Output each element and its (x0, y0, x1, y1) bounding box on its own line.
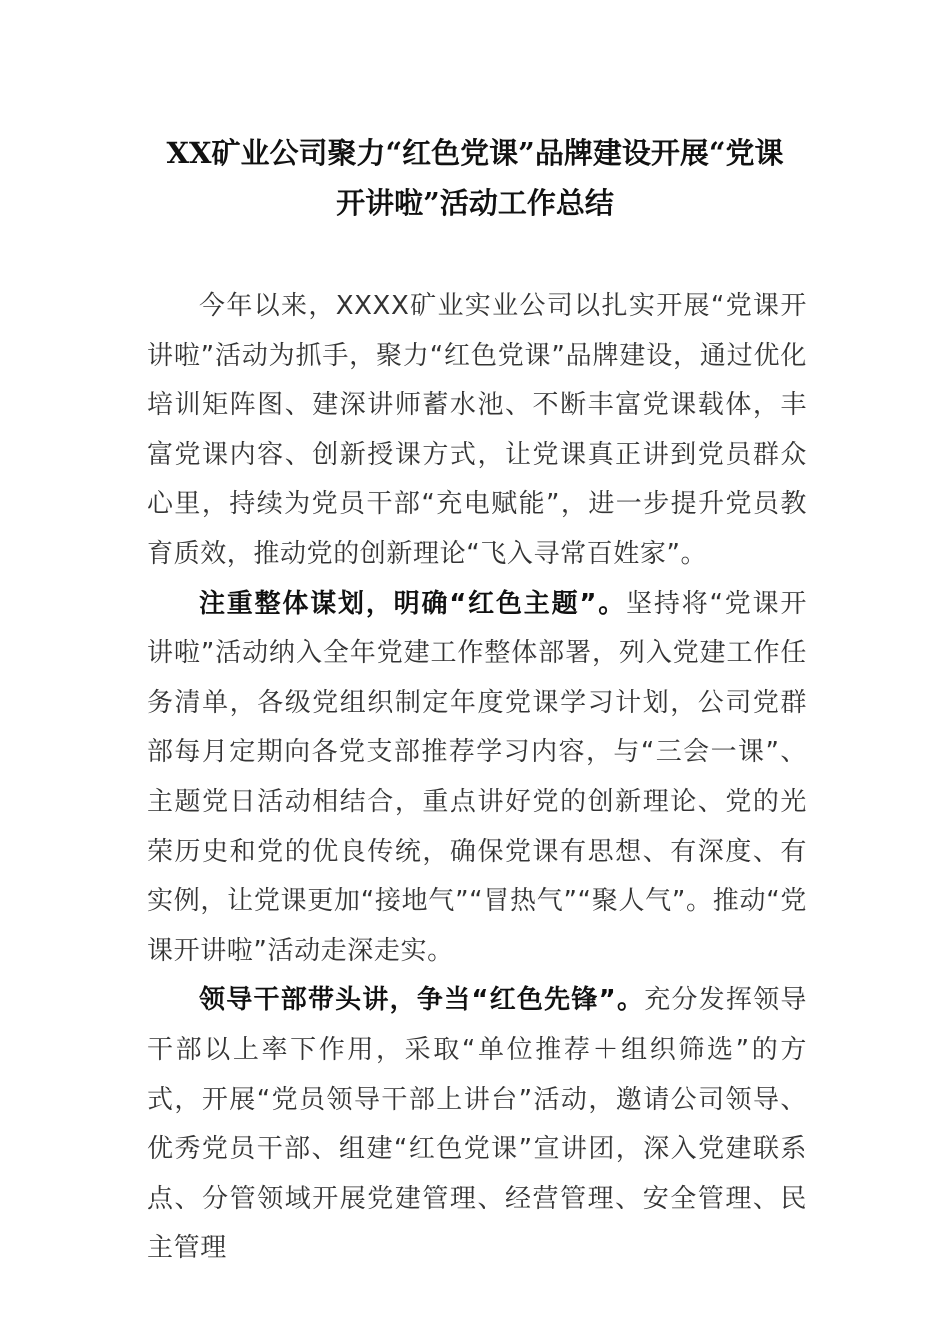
paragraph-leaders-heading: 领导干部带头讲，争当“红色先锋”。 (199, 985, 645, 1016)
paragraph-planning-text: 坚持将“党课开讲啦”活动纳入全年党建工作整体部署，列入党建工作任务清单，各级党组织制定年度党课学习计划，公司党群部每月定期向各党支部推荐学习内容，与“三会一课”、主题党日活动相结合，重点讲好党的创新理论、党的光荣历史和党的优良传统，确保党课有思想、有深度、有实例，让党课更加“接地气”“冒热气”“聚人气”。推动“党课开讲啦”活动走深走实。 (147, 588, 808, 966)
paragraph-planning (147, 580, 807, 977)
document-title-line-1: XX矿业公司聚力“红色党课”品牌建设开展“党课 (166, 136, 784, 170)
document-title-line-2: 开讲啦”活动工作总结 (336, 186, 614, 220)
paragraph-intro (147, 282, 807, 580)
paragraph-planning-heading: 注重整体谋划，明确“红色主题”。 (199, 588, 627, 619)
paragraph-leaders (147, 976, 807, 1274)
document-body (147, 282, 807, 1274)
paragraph-intro-text: 今年以来，XXXX矿业实业公司以扎实开展“党课开讲啦”活动为抓手，聚力“红色党课”品牌建设，通过优化培训矩阵图、建深讲师蓄水池、不断丰富党课载体，丰富党课内容、创新授课方式，让党课真正讲到党员群众心里，持续为党员干部“充电赋能”，进一步提升党员教育质效，推动党的创新理论“飞入寻常百姓家”。 (147, 291, 807, 569)
paragraph-leaders-text: 充分发挥领导干部以上率下作用，采取“单位推荐＋组织筛选”的方式，开展“党员领导干部上讲台”活动，邀请公司领导、优秀党员干部、组建“红色党课”宣讲团，深入党建联系点、分管领域开展党建管理、经营管理、安全管理、民主管理 (147, 985, 807, 1264)
